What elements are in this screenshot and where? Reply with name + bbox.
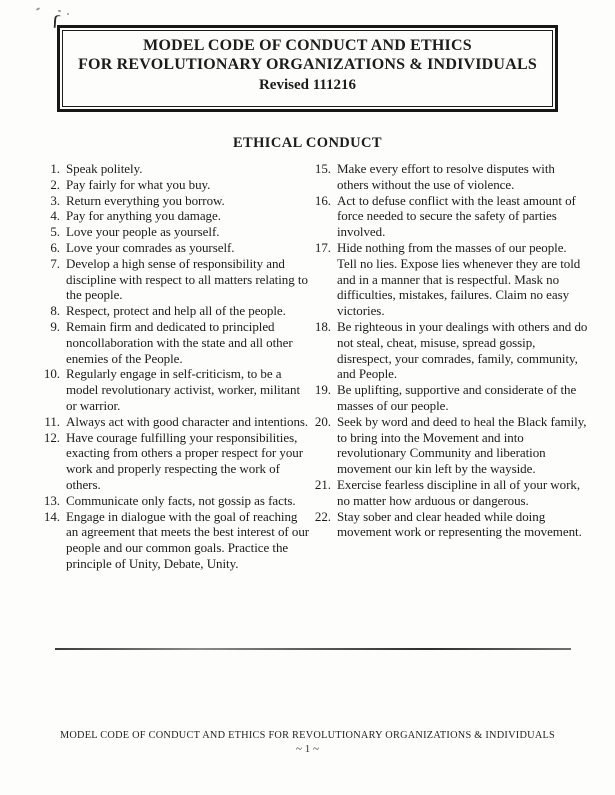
item-number: 15. bbox=[314, 161, 331, 176]
item-number: 22. bbox=[314, 508, 331, 524]
list-item bbox=[307, 319, 589, 382]
list-item bbox=[307, 240, 589, 319]
item-text: Always act with good character and intentions. bbox=[66, 413, 309, 429]
item-text: Seek by word and deed to heal the Black family, to bring into the Movement and into revolutionary Community and liberation movement our kin left by the wayside. bbox=[337, 413, 587, 477]
item-text: Pay for anything you damage. bbox=[66, 208, 221, 224]
list-item bbox=[307, 477, 589, 509]
item-number: 6. bbox=[50, 239, 60, 255]
page-number: ~ 1 ~ bbox=[296, 743, 319, 755]
item-text: Engage in dialogue with the goal of reaching an agreement that meets the best interest of our people and our common goals. Practice the principle of Unity, Debate, Unity. bbox=[66, 508, 310, 571]
list-item bbox=[36, 161, 310, 177]
item-text: Remain firm and dedicated to principled noncollaboration with the state and all other enemies of the People. bbox=[66, 318, 293, 366]
item-text: Speak politely. bbox=[66, 161, 143, 176]
list-item bbox=[36, 208, 310, 224]
scan-artifact bbox=[58, 10, 62, 13]
list-item bbox=[36, 319, 310, 366]
item-number: 8. bbox=[50, 303, 60, 319]
item-number: 11. bbox=[44, 413, 60, 429]
scan-artifact bbox=[67, 13, 69, 15]
left-column bbox=[36, 161, 310, 572]
item-text: Act to defuse conflict with the least amount of force needed to secure the safety of parties involved. bbox=[337, 192, 576, 240]
item-number: 19. bbox=[314, 382, 331, 398]
item-number: 20. bbox=[314, 413, 331, 429]
list-item bbox=[307, 193, 589, 240]
item-text: Have courage fulfilling your responsibilities, exacting from others a proper respect for your work and properly respecting the work of others. bbox=[66, 429, 304, 492]
item-text: Regularly engage in self-criticism, to be a model revolutionary activist, worker, militant or warrior. bbox=[66, 366, 301, 413]
item-text: Love your people as yourself. bbox=[66, 224, 220, 240]
list-item bbox=[36, 509, 310, 572]
footer-title: MODEL CODE OF CONDUCT AND ETHICS FOR REVOLUTIONARY ORGANIZATIONS & INDIVIDUALS bbox=[59, 730, 556, 741]
item-text: Stay sober and clear headed while doing movement work or representing the movement. bbox=[337, 508, 582, 540]
list-item bbox=[36, 224, 310, 240]
document-title-line2: FOR REVOLUTIONARY ORGANIZATIONS & INDIVIDUALS bbox=[78, 56, 537, 73]
item-number: 12. bbox=[43, 429, 60, 445]
list-item bbox=[36, 303, 310, 319]
list-item bbox=[307, 509, 589, 541]
item-text: Return everything you borrow. bbox=[66, 192, 225, 208]
list-item bbox=[36, 240, 310, 256]
revision-line: Revised 111216 bbox=[258, 77, 357, 93]
item-number: 10. bbox=[43, 366, 60, 382]
item-text: Hide nothing from the masses of our people. Tell no lies. Expose lies whenever they are told and in a manner that is respectful. Mask no difficulties, mistakes, failures. Claim no easy victories. bbox=[337, 239, 581, 319]
list-item bbox=[36, 366, 310, 413]
list-item bbox=[36, 193, 310, 209]
item-number: 16. bbox=[314, 192, 331, 208]
item-text: Develop a high sense of responsibility and discipline with respect to all matters relating to the people. bbox=[66, 255, 308, 303]
scan-artifact bbox=[36, 7, 40, 11]
item-number: 7. bbox=[50, 255, 60, 271]
item-text: Love your comrades as yourself. bbox=[66, 239, 235, 255]
item-text: Be uplifting, supportive and considerate of the masses of our people. bbox=[337, 382, 577, 413]
list-item bbox=[36, 256, 310, 303]
item-number: 1. bbox=[50, 161, 60, 176]
item-number: 21. bbox=[314, 476, 331, 492]
title-box bbox=[57, 25, 558, 112]
item-number: 4. bbox=[50, 208, 60, 224]
document-title-line1: MODEL CODE OF CONDUCT AND ETHICS bbox=[143, 37, 472, 54]
item-number: 2. bbox=[50, 176, 60, 192]
item-number: 17. bbox=[314, 239, 331, 255]
item-text: Communicate only facts, not gossip as facts. bbox=[66, 492, 296, 508]
footer-divider bbox=[55, 648, 571, 650]
list-item bbox=[307, 382, 589, 414]
list-item bbox=[36, 493, 310, 509]
right-column bbox=[307, 161, 589, 540]
item-text: Respect, protect and help all of the people. bbox=[66, 303, 286, 319]
list-item bbox=[36, 177, 310, 193]
list-item bbox=[36, 430, 310, 493]
item-text: Make every effort to resolve disputes with others without the use of violence. bbox=[337, 161, 555, 192]
item-number: 18. bbox=[314, 318, 331, 334]
section-heading: ETHICAL CONDUCT bbox=[232, 135, 382, 151]
item-text: Pay fairly for what you buy. bbox=[66, 176, 211, 192]
item-number: 3. bbox=[50, 192, 60, 208]
item-number: 9. bbox=[50, 318, 60, 334]
item-number: 14. bbox=[43, 508, 60, 524]
list-item bbox=[307, 414, 589, 477]
item-text: Be righteous in your dealings with others and do not steal, cheat, misuse, spread gossip, disrespect, your comrades, family, community, and People. bbox=[337, 318, 588, 382]
item-number: 5. bbox=[50, 224, 60, 240]
list-item bbox=[36, 414, 310, 430]
item-text: Exercise fearless discipline in all of your work, no matter how arduous or dangerous. bbox=[337, 476, 581, 508]
item-number: 13. bbox=[43, 492, 60, 508]
list-item bbox=[307, 161, 589, 193]
